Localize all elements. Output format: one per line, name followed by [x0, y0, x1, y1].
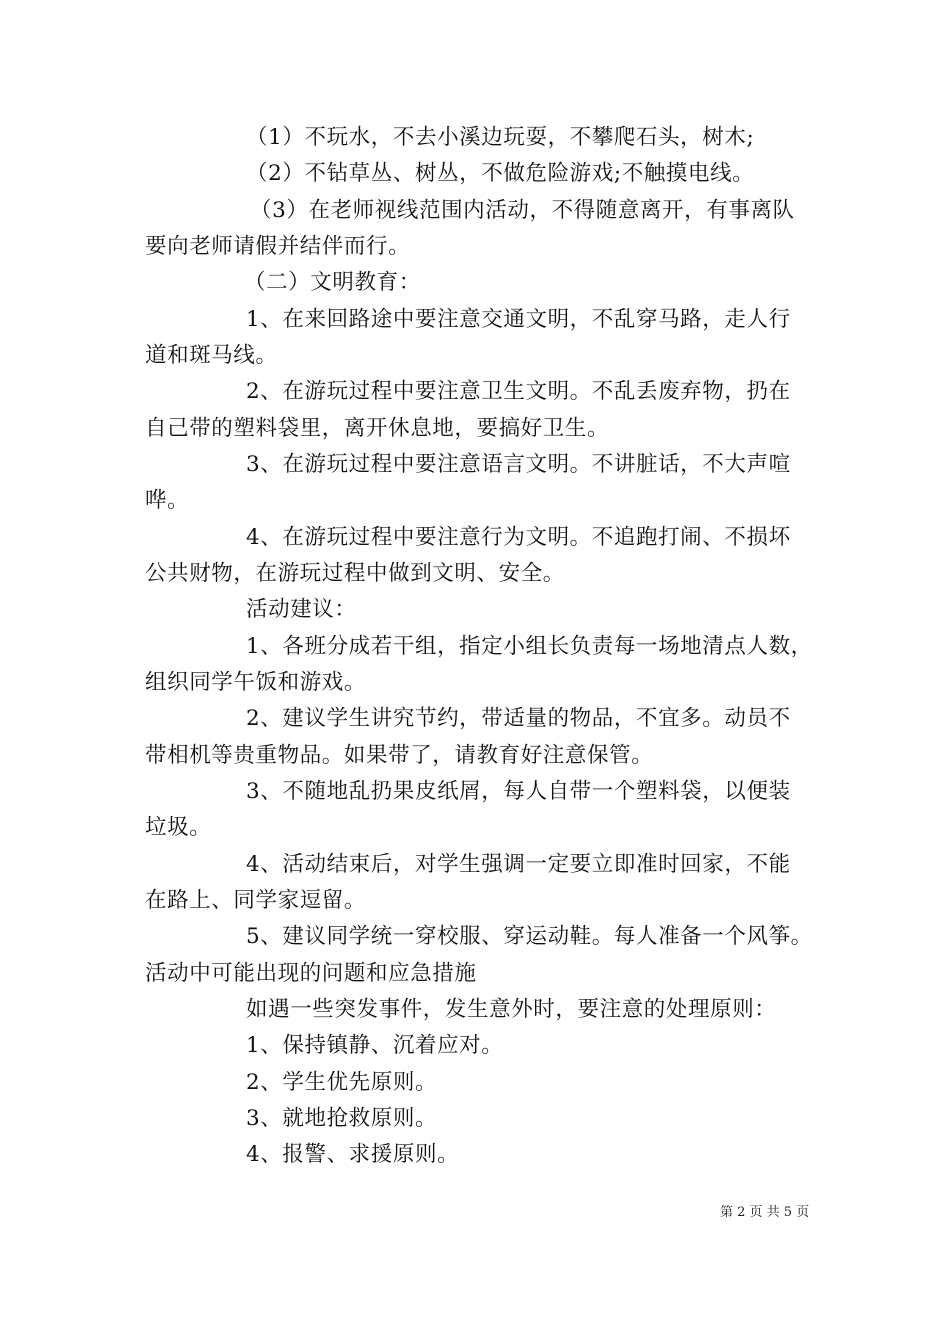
text-line: 哗。 — [145, 488, 190, 513]
text-line: （3）在老师视线范围内活动，不得随意离开，有事离队 — [250, 198, 795, 223]
text-line: 1、各班分成若干组，指定小组长负责每一场地清点人数， — [246, 634, 813, 659]
text-line: （2）不钻草丛、树丛，不做危险游戏;不触摸电线。 — [246, 161, 755, 186]
section-heading: 活动建议： — [246, 597, 357, 622]
list-item: 3、就地抢救原则。 — [246, 1106, 438, 1131]
text-line: 带相机等贵重物品。如果带了，请教育好注意保管。 — [145, 743, 654, 768]
text-line: 2、在游玩过程中要注意卫生文明。不乱丢废弃物，扔在 — [246, 379, 791, 404]
text-line: 要向老师请假并结伴而行。 — [145, 234, 411, 259]
list-item: 4、报警、求援原则。 — [246, 1142, 460, 1167]
text-line: 5、建议同学统一穿校服、穿运动鞋。每人准备一个风筝。 — [246, 924, 813, 949]
text-line: （1）不玩水，不去小溪边玩耍，不攀爬石头，树木; — [246, 125, 755, 150]
text-line: 垃圾。 — [145, 815, 212, 840]
text-line: 组织同学午饭和游戏。 — [145, 670, 367, 695]
list-item: 1、保持镇静、沉着应对。 — [246, 1033, 504, 1058]
text-line: 道和斑马线。 — [145, 343, 278, 368]
page-number-footer: 第 2 页 共 5 页 — [720, 1205, 810, 1220]
text-line: 3、不随地乱扔果皮纸屑，每人自带一个塑料袋，以便装 — [246, 779, 791, 804]
text-line: 在路上、同学家逗留。 — [145, 888, 367, 913]
text-line: 2、建议学生讲究节约，带适量的物品，不宜多。动员不 — [246, 706, 791, 731]
text-line: 如遇一些突发事件，发生意外时，要注意的处理原则： — [246, 997, 777, 1022]
text-line: 4、在游玩过程中要注意行为文明。不追跑打闹、不损坏 — [246, 525, 791, 550]
text-line: 公共财物，在游玩过程中做到文明、安全。 — [145, 561, 565, 586]
section-heading: 活动中可能出现的问题和应急措施 — [145, 961, 477, 986]
text-line: 4、活动结束后，对学生强调一定要立即准时回家，不能 — [246, 852, 791, 877]
text-line: 3、在游玩过程中要注意语言文明。不讲脏话，不大声喧 — [246, 452, 791, 477]
text-line: 1、在来回路途中要注意交通文明，不乱穿马路，走人行 — [246, 307, 791, 332]
text-line: 自己带的塑料袋里，离开休息地，要搞好卫生。 — [145, 416, 610, 441]
list-item: 2、学生优先原则。 — [246, 1070, 438, 1095]
section-heading: （二）文明教育： — [244, 270, 421, 295]
